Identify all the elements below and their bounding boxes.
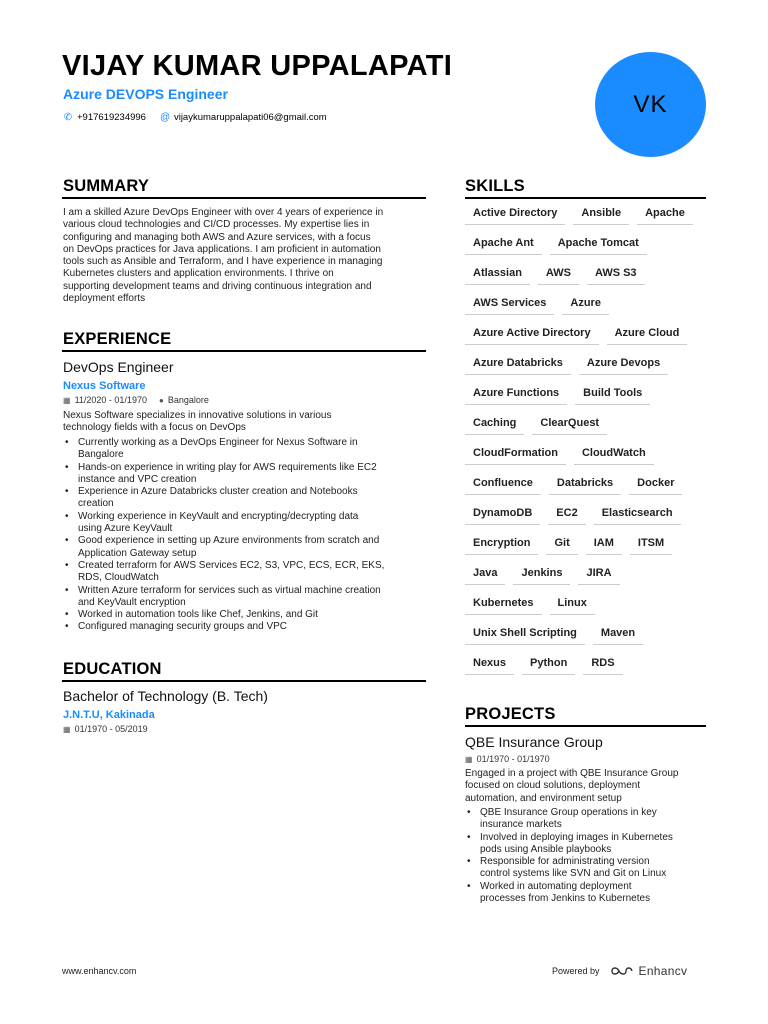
summary-line: various cloud technologies and CI/CD processes. My expertise lies in [63, 219, 370, 231]
skill-tag: IAM [586, 534, 622, 555]
bullet-line: • Hands-on experience in writing play for AWS requirements like EC2 [78, 461, 377, 473]
skill-row [465, 564, 710, 594]
bullet-item [465, 807, 710, 832]
skills-list [465, 204, 710, 684]
bullet-line: • Worked in automation tools like Chef, Jenkins, and Git [78, 609, 318, 621]
enhancv-mark-icon [610, 965, 634, 977]
resume-role: Azure DEVOPS Engineer [63, 86, 228, 102]
project-description [465, 768, 710, 805]
job-location [159, 395, 209, 405]
skill-tag: Azure Cloud [607, 324, 688, 345]
phone-icon: ✆ [63, 112, 73, 123]
skill-row [465, 534, 710, 564]
phone-text: +917619234996 [77, 112, 146, 123]
skill-row [465, 654, 710, 684]
skill-tag: Databricks [549, 474, 621, 495]
skill-tag: ITSM [630, 534, 672, 555]
summary-line: on DevOps practices for Java applications. I am proficient in automation [63, 243, 381, 255]
skills-divider [465, 197, 706, 199]
degree-title: Bachelor of Technology (B. Tech) [63, 688, 268, 704]
calendar-icon: ▦ [63, 724, 71, 734]
education-dates-text: 01/1970 - 05/2019 [74, 724, 148, 734]
company-description-line: technology fields with a focus on DevOps [63, 422, 246, 434]
summary-line: tools such as Ansible and Terraform, and I have experience in managing [63, 256, 383, 268]
summary-line: configuring and managing both AWS and Azure services, with a focus [63, 231, 371, 243]
skill-tag: Azure Active Directory [465, 324, 599, 345]
skill-tag: JIRA [578, 564, 619, 585]
email-text: vijaykumaruppalapati06@gmail.com [173, 112, 327, 123]
skill-tag: Encryption [465, 534, 538, 555]
enhancv-brand-text: Enhancv [638, 964, 688, 978]
skill-tag: Azure [562, 294, 609, 315]
skill-tag: Build Tools [575, 384, 650, 405]
projects-title: PROJECTS [465, 705, 556, 723]
summary-text [63, 207, 427, 305]
bullet-line: • Working experience in KeyVault and encrypting/decrypting data [78, 510, 359, 522]
skill-tag: Python [522, 654, 575, 675]
skill-row [465, 234, 710, 264]
summary-line: supporting development teams and driving continuous integration and [63, 280, 372, 292]
education-meta [63, 724, 148, 734]
bullet-line: • Experience in Azure Databricks cluster creation and Notebooks [78, 486, 358, 498]
skill-tag: Azure Databricks [465, 354, 571, 375]
calendar-icon: ▦ [465, 754, 473, 764]
bullet-line: • Good experience in setting up Azure environments from scratch and [78, 535, 380, 547]
project-description-line: focused on cloud solutions, deployment [465, 780, 641, 792]
bullet-line: control systems like SVN and Git on Linux [480, 868, 667, 880]
skill-tag: AWS [538, 264, 579, 285]
company-description [63, 410, 427, 435]
skill-tag: Docker [629, 474, 682, 495]
bullet-item [63, 437, 427, 462]
skill-tag: Active Directory [465, 204, 565, 225]
skill-tag: Maven [593, 624, 643, 645]
skill-row [465, 414, 710, 444]
bullet-line: and KeyVault encryption [78, 596, 186, 608]
skill-tag: Apache [637, 204, 693, 225]
projects-divider [465, 725, 706, 727]
bullet-line: creation [78, 498, 114, 510]
bullet-item [63, 609, 427, 621]
skill-tag: CloudWatch [574, 444, 654, 465]
skill-tag: ClearQuest [532, 414, 607, 435]
skill-row [465, 504, 710, 534]
job-title: DevOps Engineer [63, 359, 174, 375]
skill-row [465, 294, 710, 324]
skill-tag: Git [546, 534, 577, 555]
skill-tag: Apache Tomcat [550, 234, 647, 255]
company-name: Nexus Software [63, 380, 146, 392]
bullet-item [63, 511, 427, 536]
skill-tag: Caching [465, 414, 524, 435]
education-divider [62, 680, 426, 682]
skills-title: SKILLS [465, 177, 525, 195]
bullet-line: • Created terraform for AWS Services EC2, S3, VPC, ECS, ECR, EKS, [78, 559, 385, 571]
bullet-line: • QBE Insurance Group operations in key [480, 807, 657, 818]
skill-tag: AWS Services [465, 294, 554, 315]
bullet-line: • Involved in deploying images in Kubernetes [480, 831, 673, 843]
bullet-line: using Azure KeyVault [78, 523, 173, 535]
project-description-line: Engaged in a project with QBE Insurance Group [465, 768, 679, 779]
project-name: QBE Insurance Group [465, 734, 603, 750]
bullet-line: RDS, CloudWatch [78, 572, 159, 584]
skill-tag: Unix Shell Scripting [465, 624, 585, 645]
skill-tag: Azure Devops [579, 354, 668, 375]
school-name: J.N.T.U, Kakinada [63, 709, 155, 721]
skill-row [465, 204, 710, 234]
skill-row [465, 594, 710, 624]
experience-bullets [63, 437, 427, 634]
summary-divider [62, 197, 426, 199]
skill-tag: Nexus [465, 654, 514, 675]
bullet-item [63, 462, 427, 487]
bullet-line: processes from Jenkins to Kubernetes [480, 893, 651, 905]
experience-title: EXPERIENCE [63, 330, 172, 348]
skill-tag: Linux [550, 594, 595, 615]
footer-branding [552, 964, 687, 978]
skill-tag: DynamoDB [465, 504, 540, 525]
skill-row [465, 264, 710, 294]
skill-tag: CloudFormation [465, 444, 566, 465]
project-description-line: automation, and environment setup [465, 792, 622, 804]
summary-line: I am a skilled Azure DevOps Engineer with over 4 years of experience in [63, 207, 384, 218]
bullet-line: Application Gateway setup [78, 547, 197, 559]
at-icon: @ [159, 112, 171, 123]
education-title: EDUCATION [63, 660, 162, 678]
avatar [595, 52, 706, 157]
phone-contact[interactable] [63, 112, 146, 123]
bullet-line: pods using Ansible playbooks [480, 843, 612, 855]
skill-row [465, 474, 710, 504]
project-dates [465, 754, 550, 764]
summary-title: SUMMARY [63, 177, 150, 195]
bullet-line: • Written Azure terraform for services such as virtual machine creation [78, 584, 381, 596]
skill-tag: AWS S3 [587, 264, 645, 285]
skill-tag: Java [465, 564, 505, 585]
job-dates-text: 11/2020 - 01/1970 [74, 395, 147, 405]
bullet-item [63, 535, 427, 560]
skill-tag: Elasticsearch [594, 504, 681, 525]
enhancv-logo[interactable] [610, 964, 688, 978]
summary-line: deployment efforts [63, 293, 146, 305]
calendar-icon: ▦ [63, 395, 71, 405]
project-meta [465, 754, 550, 764]
job-meta [63, 395, 209, 405]
skill-tag: Ansible [573, 204, 629, 225]
footer-website[interactable]: www.enhancv.com [62, 966, 137, 976]
project-bullets [465, 807, 710, 905]
bullet-item [63, 560, 427, 585]
bullet-line: insurance markets [480, 819, 562, 831]
summary-line: Kubernetes clusters and application environments. I thrive on [63, 268, 334, 280]
bullet-item [465, 881, 710, 906]
job-dates [63, 395, 147, 405]
bullet-item [63, 486, 427, 511]
job-location-text: Bangalore [167, 395, 209, 405]
resume-name: VIJAY KUMAR UPPALAPATI [62, 50, 453, 82]
skill-tag: Jenkins [513, 564, 570, 585]
bullet-line: • Currently working as a DevOps Engineer for Nexus Software in [78, 437, 358, 448]
skill-tag: Confluence [465, 474, 541, 495]
skill-tag: Apache Ant [465, 234, 542, 255]
skill-row [465, 354, 710, 384]
bullet-item [63, 621, 427, 633]
skill-tag: RDS [583, 654, 622, 675]
bullet-line: • Worked in automating deployment [480, 880, 632, 892]
education-dates [63, 724, 148, 734]
powered-by-text: Powered by [552, 966, 600, 976]
skill-tag: Kubernetes [465, 594, 542, 615]
contact-info [63, 112, 327, 123]
skill-tag: EC2 [548, 504, 585, 525]
skill-row [465, 324, 710, 354]
bullet-line: Bangalore [78, 449, 124, 461]
skill-row [465, 384, 710, 414]
bullet-line: instance and VPC creation [78, 473, 197, 485]
avatar-initials: VK [633, 90, 668, 118]
bullet-item [465, 856, 710, 881]
bullet-item [63, 585, 427, 610]
skill-row [465, 624, 710, 654]
location-pin-icon: ● [158, 395, 164, 405]
experience-divider [62, 350, 426, 352]
skill-row [465, 444, 710, 474]
bullet-item [465, 832, 710, 857]
bullet-line: • Responsible for administrating version [480, 856, 650, 868]
company-description-line: Nexus Software specializes in innovative solutions in various [63, 410, 332, 421]
skill-tag: Atlassian [465, 264, 530, 285]
bullet-line: • Configured managing security groups and VPC [78, 621, 288, 633]
project-dates-text: 01/1970 - 01/1970 [476, 754, 550, 764]
skill-tag: Azure Functions [465, 384, 567, 405]
email-contact[interactable] [160, 112, 327, 123]
